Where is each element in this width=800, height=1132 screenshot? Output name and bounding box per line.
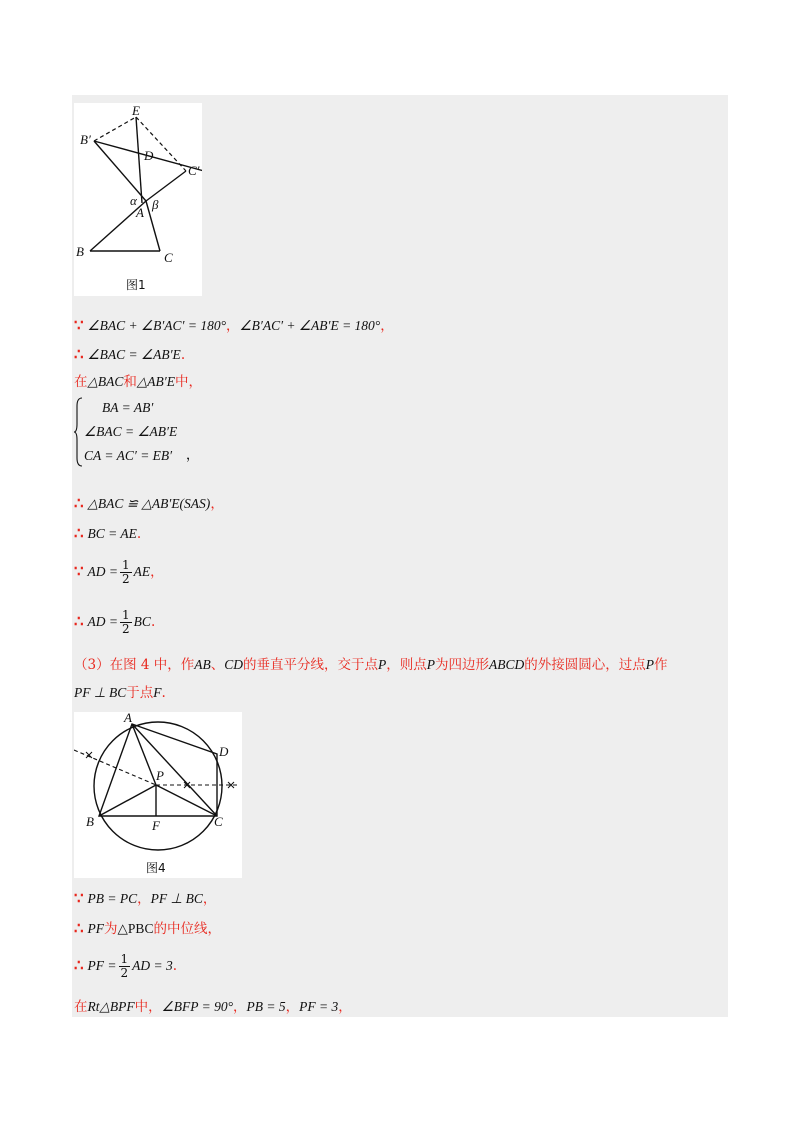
math-text: F [153,685,162,700]
fraction [120,559,132,586]
line-5 [74,524,141,543]
denominator: 2 [120,966,129,980]
punct: ， [338,999,352,1015]
text: 在 [74,999,88,1015]
math-text: P [645,657,655,672]
figure-1-diagram [74,103,202,296]
fig4-label-a: A [124,712,132,725]
therefore-symbol: ∴ [74,345,84,363]
text: 于点 [126,685,154,701]
text: 的垂直平分线，交于点 [243,657,379,673]
math-text: BC [133,614,151,629]
text: 为 [104,921,118,937]
math-text: BC = AE [87,526,137,541]
fraction [120,609,132,636]
math-text: AB [194,657,211,672]
math-text: PF = [87,958,117,973]
math-text: ABCD [489,657,525,672]
line-4 [74,494,224,513]
math-text: PF = 3 [299,999,339,1014]
math-text: ∠BAC = ∠AB′E [87,347,181,362]
denominator: 2 [122,572,130,586]
math-text: AD = 3 [132,958,173,973]
line-1 [74,316,394,335]
therefore-symbol: ∴ [74,956,84,974]
math-text: AE [133,564,151,579]
text: ，则点 [386,657,427,673]
punct: . [150,614,156,630]
denominator: 2 [122,622,130,636]
fig4-label-f: F [152,818,160,833]
fig4-label-d: D [219,744,229,759]
fig1-label-e: E [132,103,140,118]
line-8 [74,656,668,674]
text: 中， [134,999,162,1015]
math-text: △AB′E [136,374,175,389]
math-text: P [378,657,387,672]
text: 的中位线， [153,921,221,937]
fig4-label-c: C [214,814,223,829]
text: 中， [174,374,202,390]
fig1-label-alpha: α [130,193,137,208]
system-row-1: BA = AB′ [102,400,154,415]
math-text: CD [224,657,244,672]
therefore-symbol: ∴ [74,494,84,512]
because-symbol: ∵ [74,562,84,580]
punct: ， [210,496,224,512]
numerator: 1 [122,558,130,572]
line-10 [74,889,216,908]
punct: ， [226,318,240,334]
math-text: ∠B′AC′ + ∠AB′E = 180° [239,318,381,333]
punct: ， [150,564,164,580]
numerator: 1 [122,608,130,622]
fig4-label-p: P [156,768,164,783]
figure-4 [74,712,242,878]
math-text: Rt△BPF [87,999,135,1014]
punct: ， [137,891,151,907]
line-3 [74,373,202,391]
fig1-label-c: C [164,250,173,265]
fig1-label-b-prime: B′ [80,132,91,147]
line-12 [74,950,177,981]
therefore-symbol: ∴ [74,919,84,937]
therefore-symbol: ∴ [74,612,84,630]
math-text: PB = 5 [246,999,286,1014]
fig1-caption: 图1 [126,278,146,292]
text: 、 [210,657,225,673]
line-6 [74,556,164,587]
punct: ， [232,999,247,1015]
math-text: PB = PC [87,891,138,906]
math-text: P [426,657,436,672]
math-text: △BAC [87,374,124,389]
because-symbol: ∵ [74,889,84,907]
line-2 [74,345,185,364]
text: 的外接圆圆心，过点 [524,657,646,673]
text: 作 [654,657,668,673]
math-text: AD = [87,614,119,629]
fig1-label-c-prime: C′ [188,163,200,178]
fig1-label-b: B [76,244,84,259]
math-text: ∠BAC + ∠B′AC′ = 180° [87,318,227,333]
punct: ， [202,891,217,907]
fig1-label-d: D [144,148,154,163]
system-row-2: ∠BAC = ∠AB′E [84,424,178,439]
fig1-label-a: A [136,205,144,220]
math-text: △BAC ≌ △AB′E(SAS) [87,496,211,511]
punct: ， [285,999,300,1015]
math-text: △PBC [117,921,154,936]
fig1-label-beta: β [152,197,159,212]
figure-4-diagram [74,712,242,878]
therefore-symbol: ∴ [74,524,84,542]
line-13 [74,998,352,1016]
text: 为四边形 [435,657,490,673]
line-7 [74,606,155,637]
math-text: PF [87,921,105,936]
figure-1 [74,103,202,296]
left-brace [74,396,84,468]
line-11 [74,919,221,938]
math-text: ∠BFP = 90° [161,999,233,1014]
numerator: 1 [120,952,129,966]
punct: ， [380,318,394,334]
fig4-label-b: B [86,814,94,829]
math-text: AD = [87,564,119,579]
fig4-caption: 图4 [146,861,166,875]
text: （3）在图 4 中，作 [74,657,195,673]
line-9 [74,684,166,702]
punct: . [172,958,178,974]
fraction [119,953,131,980]
math-text: PF ⊥ BC [150,891,203,906]
text: . [161,685,166,701]
math-text: PF ⊥ BC [74,685,127,700]
punct: . [136,526,142,542]
punct: . [180,347,186,363]
text: 和 [123,374,137,390]
because-symbol: ∵ [74,316,84,334]
system-end: ， [186,448,200,463]
system-row-3: CA = AC′ = EB′ [84,448,173,463]
text: 在 [74,374,88,390]
